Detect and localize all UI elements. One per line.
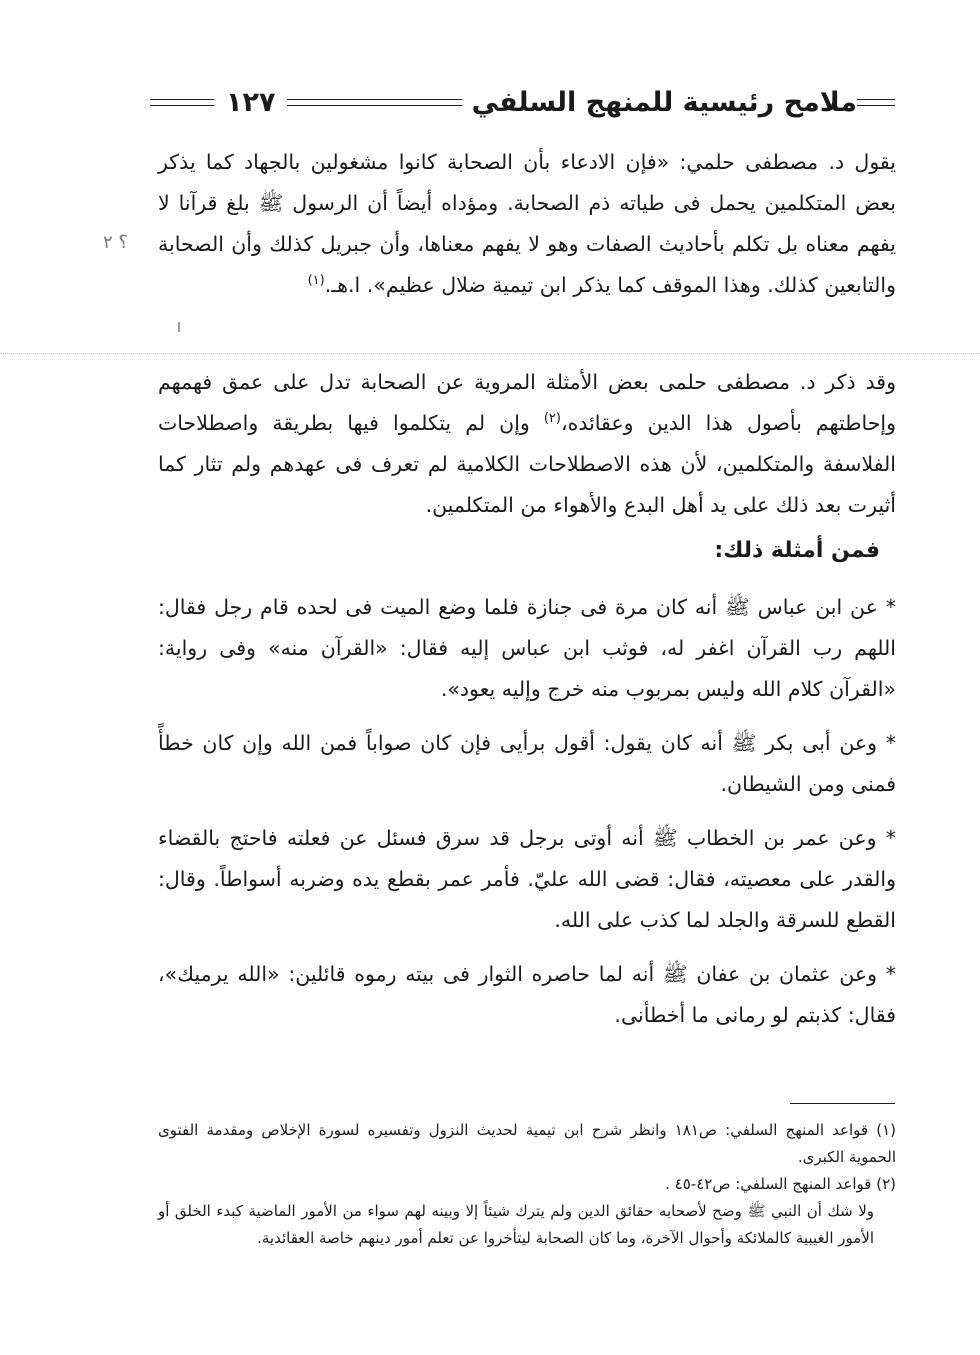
page-number: ١٢٧: [226, 86, 276, 118]
example-uthman: * وعن عثمان بن عفان ﷺ أنه لما حاصره الثوار فى بيته رموه قائلين: «الله يرميك»، فقال: كذبتم لو رمانى ما أخطأنى.: [158, 962, 896, 1027]
running-header: [150, 82, 895, 122]
example-umar: * وعن عمر بن الخطاب ﷺ أنه أوتى برجل قد سرق فسئل عن فعلته فاحتج بالقضاء والقدر على معصيته، فقال: قضى الله عليّ. فأمر عمر بقطع يده وضربه أسواطاً. وقال: القطع للسرقة والجلد لما كذب على الله.: [158, 826, 896, 932]
footnote-separator: [790, 1103, 895, 1104]
margin-annotation: ؟ ٢: [103, 232, 128, 253]
header-rule-middle: [287, 99, 461, 106]
example-ibn-abbas: * عن ابن عباس ﷺ أنه كان مرة فى جنازة فلما وضع الميت فى لحده قام رجل فقال: اللهم رب القرآن اغفر له، فوثب ابن عباس إليه فقال: «القرآن منه» وفى رواية: «القرآن كلام الله وليس بمربوب منه خرج وإليه يعود».: [158, 595, 896, 701]
paragraph-2-text-a: وقد ذكر د. مصطفى حلمى بعض الأمثلة المروية عن الصحابة تدل على عمق فهمهم وإحاطتهم بأصول هذا الدين وعقائده،: [158, 370, 896, 435]
paragraph-1-text: يقول د. مصطفى حلمي: «فإن الادعاء بأن الصحابة كانوا مشغولين بالجهاد كما يذكر بعض المتكلمين يحمل فى طياته ذم الصحابة. ومؤداه أيضاً أن الرسول ﷺ بلغ قرآنا لا يفهم معناه بل تكلم بأحاديث الصفات وهو لا يفهم معناها، وأن جبريل كذلك وأن الصحابة والتابعين كذلك. وهذا الموقف كما يذكر ابن تيمية ضلال عظيم». ا.هـ.: [158, 150, 896, 297]
paragraph-2: [158, 362, 896, 530]
footnote-1: (١) قواعد المنهج السلفي: ص١٨١ وانظر شرح ابن تيمية لحديث النزول وتفسيره لسورة الإخلاص ومقدمة الفتوى الحموية الكبرى.: [158, 1121, 896, 1166]
header-rule-right: [857, 99, 895, 106]
paragraph-1: [158, 142, 896, 352]
section-heading: فمن أمثلة ذلك:: [714, 538, 880, 563]
scan-fold-line: [0, 353, 980, 354]
footnote-2-continuation: ولا شك أن النبي ﷺ وضح لأصحابه حقائق الدين ولم يترك شيئاً إلا وبينه لهم سواء من الأمور الماضية كبدء الخلق أو الأمور الغيبية كالملائكة وأحوال الآخرة، وما كان الصحابة ليتأخروا عن تعلم أمور دينهم خاصة العقائدية.: [158, 1202, 874, 1247]
example-abu-bakr: * وعن أبى بكر ﷺ أنه كان يقول: أقول برأيى فإن كان صواباً فمن الله وإن كان خطأً فمنى ومن الشيطان.: [158, 731, 896, 796]
footnote-ref-1: (١): [307, 273, 325, 289]
header-title: ملامح رئيسية للمنهج السلفي: [471, 86, 857, 118]
footnote-ref-2: (٢): [543, 411, 561, 427]
paragraph-2-text-b: وإن لم يتكلموا فيها بطريقة واصطلاحات الفلاسفة والمتكلمين، لأن هذه الاصطلاحات الكلامية لم تعرف فى عهدهم ولم تثار كما أثيرت بعد ذلك على يد أهل البدع والأهواء من المتكلمين.: [158, 411, 896, 517]
footnotes: [158, 1117, 896, 1252]
footnote-2: (٢) قواعد المنهج السلفي: ص٤٢-٤٥ .: [665, 1175, 896, 1193]
header-rule-left: [150, 99, 214, 106]
